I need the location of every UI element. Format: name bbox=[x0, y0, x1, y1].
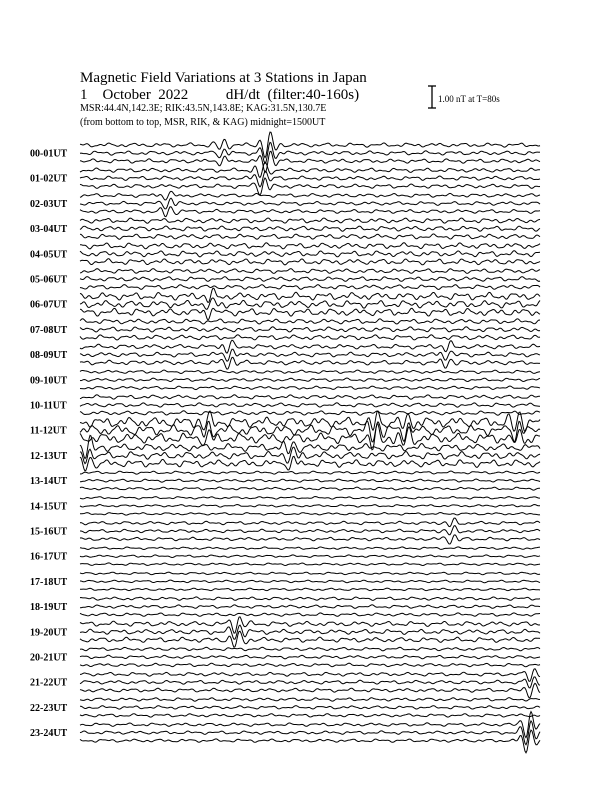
trace-group bbox=[80, 132, 540, 753]
station-trace-KAG-hour-2 bbox=[80, 191, 540, 200]
station-trace-RIK-hour-19 bbox=[80, 625, 540, 639]
station-trace-MSR-hour-4 bbox=[80, 259, 540, 265]
station-order-note: (from bottom to top, MSR, RIK, & KAG) midnight=1500UT bbox=[80, 117, 326, 128]
station-trace-MSR-hour-22 bbox=[80, 714, 540, 717]
hour-label: 23-24UT bbox=[30, 728, 68, 740]
hour-label: 22-23UT bbox=[30, 702, 68, 714]
station-trace-RIK-hour-5 bbox=[80, 277, 540, 282]
station-trace-RIK-hour-10 bbox=[80, 403, 540, 407]
station-trace-KAG-hour-15 bbox=[80, 518, 540, 527]
station-trace-KAG-hour-0 bbox=[80, 132, 540, 158]
hour-label: 00-01UT bbox=[30, 148, 68, 160]
hour-label: 09-10UT bbox=[30, 375, 68, 387]
station-trace-KAG-hour-16 bbox=[80, 547, 540, 550]
station-trace-MSR-hour-6 bbox=[80, 308, 540, 320]
station-trace-MSR-hour-18 bbox=[80, 613, 540, 616]
station-trace-RIK-hour-4 bbox=[80, 251, 540, 257]
hour-label: 15-16UT bbox=[30, 526, 68, 538]
station-trace-KAG-hour-9 bbox=[80, 370, 540, 374]
station-trace-MSR-hour-20 bbox=[80, 663, 540, 667]
station-trace-KAG-hour-20 bbox=[80, 647, 540, 651]
station-trace-RIK-hour-1 bbox=[80, 171, 540, 187]
station-trace-MSR-hour-17 bbox=[80, 588, 540, 591]
hour-label: 12-13UT bbox=[30, 450, 68, 462]
station-trace-KAG-hour-14 bbox=[80, 497, 540, 500]
station-trace-KAG-hour-5 bbox=[80, 269, 540, 274]
chart-title: Magnetic Field Variations at 3 Stations in Japan bbox=[80, 70, 367, 86]
station-trace-MSR-hour-15 bbox=[80, 535, 540, 544]
date-filter-line bbox=[80, 87, 359, 103]
station-trace-RIK-hour-21 bbox=[80, 677, 540, 688]
station-trace-MSR-hour-19 bbox=[80, 631, 540, 647]
station-trace-KAG-hour-8 bbox=[80, 340, 540, 353]
hour-label: 11-12UT bbox=[30, 425, 67, 437]
hour-label: 14-15UT bbox=[30, 501, 68, 513]
station-trace-MSR-hour-2 bbox=[80, 207, 540, 217]
station-trace-RIK-hour-8 bbox=[80, 349, 540, 361]
hour-label: 13-14UT bbox=[30, 476, 68, 488]
hour-label: 08-09UT bbox=[30, 350, 68, 362]
station-trace-RIK-hour-9 bbox=[80, 378, 540, 382]
station-trace-RIK-hour-16 bbox=[80, 555, 540, 558]
station-trace-KAG-hour-17 bbox=[80, 572, 540, 575]
station-trace-RIK-hour-15 bbox=[80, 526, 540, 535]
station-trace-KAG-hour-12 bbox=[80, 435, 540, 458]
scale-label: 1.00 nT at T=80s bbox=[438, 94, 500, 104]
hour-label: 10-11UT bbox=[30, 400, 67, 412]
hour-label: 07-08UT bbox=[30, 324, 68, 336]
hour-label: 19-20UT bbox=[30, 627, 68, 639]
hour-label: 04-05UT bbox=[30, 249, 68, 261]
scale-bar-icon bbox=[428, 86, 436, 108]
station-trace-RIK-hour-14 bbox=[80, 505, 540, 508]
station-trace-MSR-hour-14 bbox=[80, 513, 540, 516]
station-trace-KAG-hour-6 bbox=[80, 288, 540, 302]
hour-label: 21-22UT bbox=[30, 677, 68, 689]
station-trace-MSR-hour-8 bbox=[80, 357, 540, 369]
station-trace-RIK-hour-18 bbox=[80, 605, 540, 609]
station-trace-RIK-hour-3 bbox=[80, 226, 540, 231]
hour-label: 17-18UT bbox=[30, 576, 68, 588]
station-trace-KAG-hour-22 bbox=[80, 698, 540, 702]
hour-label: 18-19UT bbox=[30, 602, 68, 614]
hour-label: 02-03UT bbox=[30, 198, 68, 210]
station-trace-RIK-hour-22 bbox=[80, 706, 540, 710]
hour-label: 05-06UT bbox=[30, 274, 68, 286]
station-trace-MSR-hour-21 bbox=[80, 683, 540, 697]
station-trace-MSR-hour-7 bbox=[80, 335, 540, 340]
station-trace-KAG-hour-7 bbox=[80, 319, 540, 324]
hour-label: 01-02UT bbox=[30, 173, 68, 185]
station-trace-MSR-hour-1 bbox=[80, 178, 540, 195]
hour-label-group bbox=[30, 149, 68, 740]
hour-label: 16-17UT bbox=[30, 551, 68, 563]
station-trace-RIK-hour-13 bbox=[80, 479, 540, 482]
station-trace-RIK-hour-17 bbox=[80, 580, 540, 583]
date-text: 1 October 2022 bbox=[80, 87, 189, 103]
station-trace-KAG-hour-4 bbox=[80, 243, 540, 249]
station-trace-RIK-hour-20 bbox=[80, 655, 540, 659]
hour-label: 20-21UT bbox=[30, 652, 68, 664]
station-trace-RIK-hour-6 bbox=[80, 298, 540, 309]
station-trace-MSR-hour-16 bbox=[80, 563, 540, 566]
station-trace-MSR-hour-13 bbox=[80, 487, 540, 490]
station-trace-KAG-hour-21 bbox=[80, 669, 540, 682]
station-trace-MSR-hour-0 bbox=[80, 151, 540, 172]
station-trace-RIK-hour-2 bbox=[80, 198, 540, 209]
station-trace-KAG-hour-1 bbox=[80, 162, 540, 177]
station-trace-KAG-hour-18 bbox=[80, 597, 540, 601]
station-trace-MSR-hour-10 bbox=[80, 411, 540, 415]
station-trace-KAG-hour-10 bbox=[80, 395, 540, 399]
station-trace-MSR-hour-9 bbox=[80, 386, 540, 390]
station-trace-KAG-hour-13 bbox=[80, 471, 540, 474]
station-trace-KAG-hour-3 bbox=[80, 218, 540, 223]
hour-label: 06-07UT bbox=[30, 299, 68, 311]
filter-text: dH/dt (filter:40-160s) bbox=[225, 87, 360, 103]
station-trace-MSR-hour-3 bbox=[80, 234, 540, 239]
station-trace-RIK-hour-12 bbox=[80, 447, 540, 463]
hour-label: 03-04UT bbox=[30, 224, 68, 236]
station-trace-MSR-hour-5 bbox=[80, 285, 540, 290]
station-coordinates: MSR:44.4N,142.3E; RIK:43.5N,143.8E; KAG:31.5N,130.7E bbox=[80, 103, 327, 114]
station-trace-RIK-hour-7 bbox=[80, 327, 540, 332]
